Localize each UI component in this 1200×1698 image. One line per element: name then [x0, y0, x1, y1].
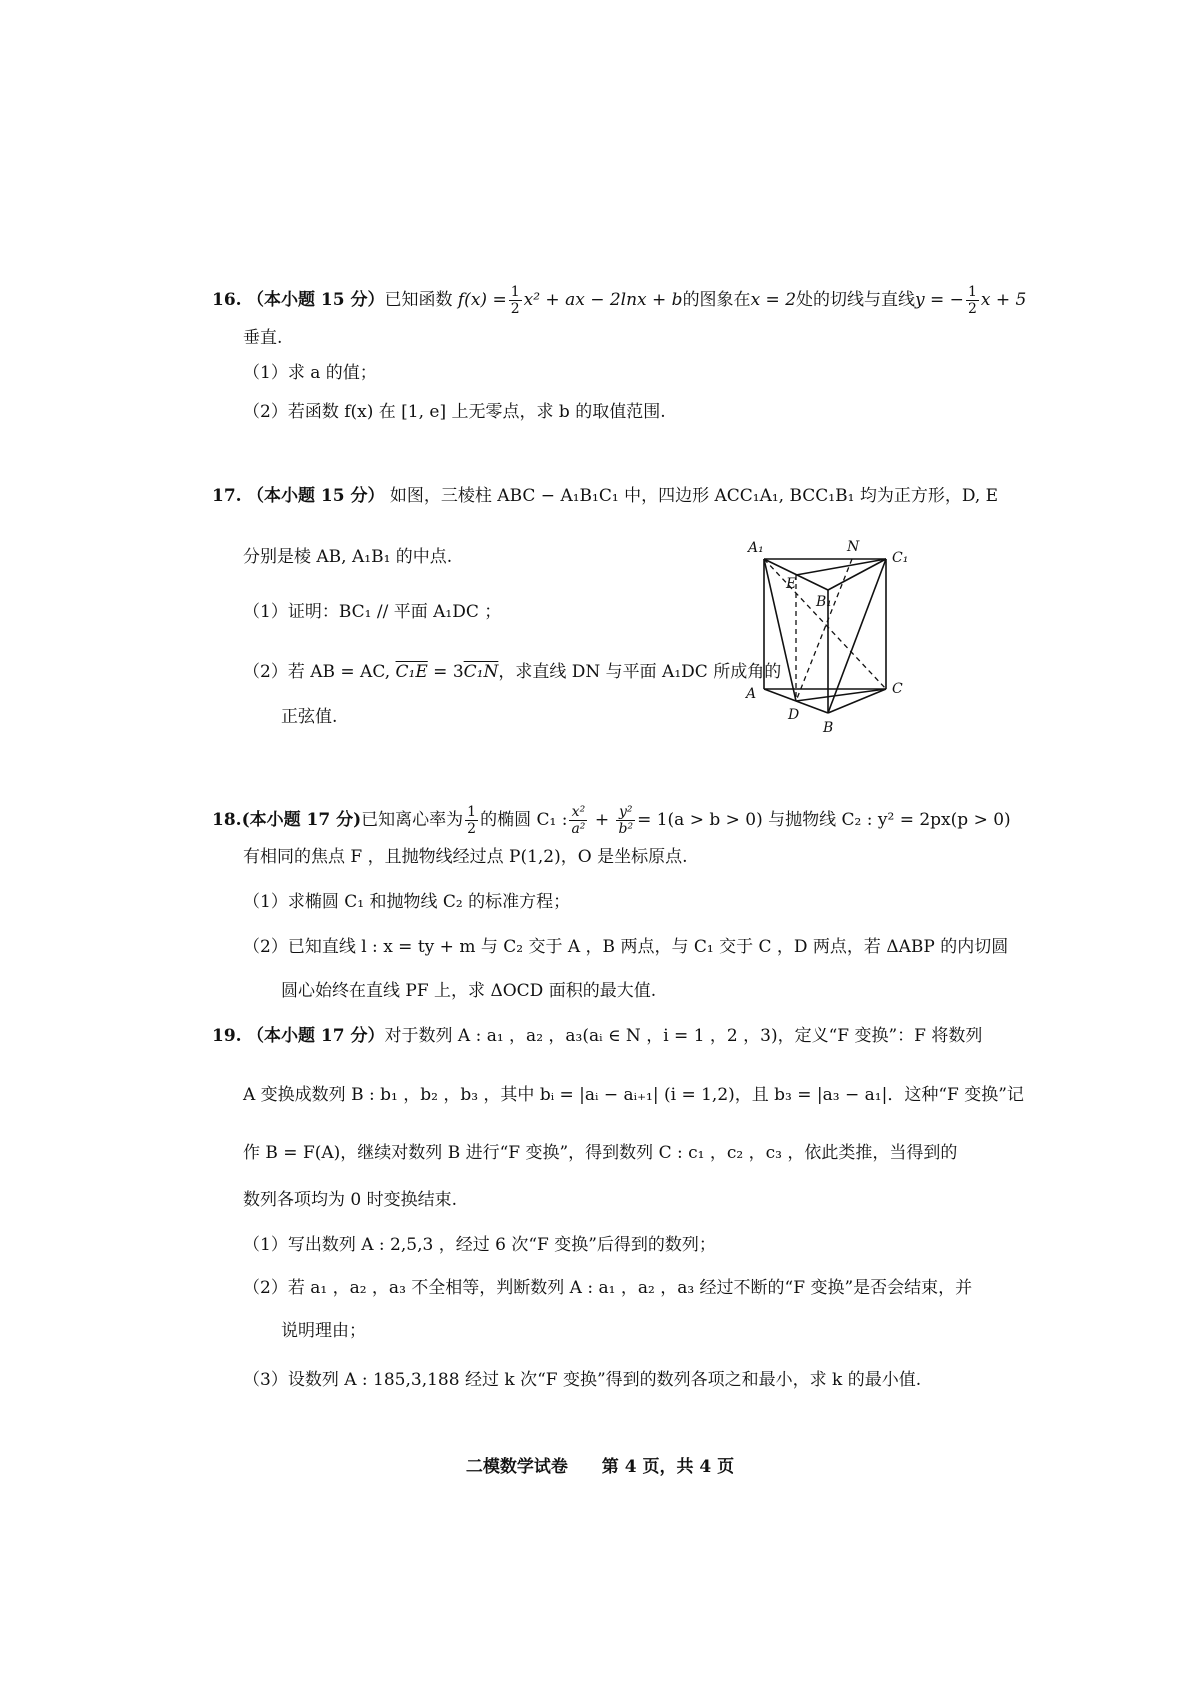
label-d: D	[788, 707, 800, 723]
q16-half2-den: 2	[967, 301, 977, 317]
prism-figure	[746, 538, 922, 738]
q18-x2: x²	[569, 804, 587, 821]
prism-diagram	[746, 538, 922, 738]
q18-part2-line2: 圆心始终在直线 PF 上，求 ΔOCD 面积的最大值.	[281, 981, 657, 1001]
q16-half2-num: 1	[967, 284, 977, 300]
footer-title: 二模数学试卷	[465, 1457, 568, 1477]
dashed-n-d	[796, 559, 852, 701]
q19-part2-line2: 说明理由；	[281, 1321, 366, 1341]
q16-half-fraction	[509, 284, 522, 317]
q16-stem-a: 已知函数	[384, 290, 453, 310]
label-c: C	[892, 681, 903, 697]
q18-stem-b: 的椭圆 C₁ :	[480, 810, 568, 830]
q18-y2: y²	[616, 804, 635, 821]
q16-stem-line1	[212, 284, 1026, 317]
q16-score: （本小题 15 分）	[246, 290, 385, 310]
q16-stem-line2: 垂直.	[243, 328, 283, 348]
q17-vector-c1n: C₁N	[463, 662, 499, 682]
q16-fx: f(x) =	[457, 290, 507, 310]
page-footer	[0, 1452, 1200, 1477]
q18-plus: +	[589, 810, 615, 830]
q17-stem-line2: 分别是棱 AB, A₁B₁ 的中点.	[243, 547, 453, 567]
q19-stem-line4: 数列各项均为 0 时变换结束.	[243, 1190, 458, 1210]
q18-part2-line1: （2）已知直线 l : x = ty + m 与 C₂ 交于 A ，B 两点，与 C₁ 交于 C ，D 两点，若 ΔABP 的内切圆	[243, 937, 1009, 957]
q16-stem-c: 处的切线与直线	[796, 290, 916, 310]
q18-ecc-fraction	[465, 804, 478, 837]
q16-line-y: y = −	[915, 290, 964, 310]
q16-number: 16.	[212, 290, 242, 310]
q18-score: (本小题 17 分)	[241, 810, 362, 830]
q18-stem-line1	[212, 804, 1011, 837]
q17-stem-line1	[212, 484, 998, 508]
q18-a2: a²	[571, 821, 586, 837]
q18-number: 18.	[212, 810, 242, 830]
q17-number: 17.	[212, 486, 242, 506]
q19-score: （本小题 17 分）	[246, 1026, 385, 1046]
label-a: A	[746, 686, 757, 702]
q16-half-fraction-2	[966, 284, 979, 317]
q16-x-eq-2: x = 2	[750, 290, 797, 310]
q19-stem-line2: A 变换成数列 B : b₁ ，b₂ ，b₃ ，其中 bᵢ = |aᵢ − aᵢ₊₁| (i = 1,2)，且 b₃ = |a₃ − a₁|．这种“F 变换”记	[243, 1085, 1024, 1105]
label-b: B	[823, 720, 834, 736]
label-n: N	[847, 539, 860, 555]
q18-stem-line2: 有相同的焦点 F ，且抛物线经过点 P(1,2)，O 是坐标原点.	[243, 847, 688, 867]
q18-stem-a: 已知离心率为	[361, 810, 464, 830]
q17-eq3: = 3	[427, 662, 464, 682]
q19-part3: （3）设数列 A : 185,3,188 经过 k 次“F 变换”得到的数列各项之和最小，求 k 的最小值.	[243, 1370, 922, 1390]
label-a1: A₁	[748, 540, 764, 556]
q18-b2: b²	[618, 821, 634, 837]
q18-ecc-num: 1	[467, 804, 477, 820]
q17-part1: （1）证明：BC₁ // 平面 A₁DC ；	[243, 602, 502, 622]
q17-part2-post: ，求直线 DN 与平面 A₁DC 所成角的	[498, 662, 782, 682]
q16-half-num: 1	[510, 284, 520, 300]
q18-y-fraction	[616, 804, 635, 837]
q18-x-fraction	[569, 804, 587, 837]
label-c1: C₁	[892, 550, 909, 566]
footer-page-number: 第 4 页，共 4 页	[601, 1457, 735, 1477]
q16-part2: （2）若函数 f(x) 在 [1, e] 上无零点，求 b 的取值范围.	[243, 402, 666, 422]
q19-part1: （1）写出数列 A : 2,5,3 ，经过 6 次“F 变换”后得到的数列；	[243, 1235, 716, 1255]
label-b1: B₁	[816, 594, 832, 610]
q16-expr: x² + ax − 2lnx + b	[523, 290, 683, 310]
q17-part2-line1	[243, 660, 781, 684]
q16-line-x: x + 5	[980, 290, 1027, 310]
q16-half-den: 2	[510, 301, 520, 317]
q19-stem-line1	[212, 1024, 982, 1048]
q18-ecc-den: 2	[467, 821, 477, 837]
q19-stem-line3: 作 B = F(A)，继续对数列 B 进行“F 变换”，得到数列 C : c₁ ，c₂ ，c₃ ，依此类推，当得到的	[243, 1143, 958, 1163]
q17-score: （本小题 15 分）	[246, 486, 385, 506]
q17-vector-c1e: C₁E	[395, 662, 428, 682]
dashed-a1-c	[764, 559, 886, 689]
label-e: E	[786, 576, 797, 592]
q16-stem-b: 的图象在	[682, 290, 751, 310]
q19-part2-line1: （2）若 a₁ ，a₂ ，a₃ 不全相等，判断数列 A : a₁ ，a₂ ，a₃ 经过不断的“F 变换”是否会结束，并	[243, 1278, 973, 1298]
q17-stem-a: 如图，三棱柱 ABC − A₁B₁C₁ 中，四边形 ACC₁A₁, BCC₁B₁ 均为正方形，D, E	[389, 486, 999, 506]
q18-part1: （1）求椭圆 C₁ 和抛物线 C₂ 的标准方程；	[243, 892, 571, 912]
q18-stem-c: = 1(a > b > 0) 与抛物线 C₂ : y² = 2px(p > 0)	[637, 810, 1011, 830]
q17-part2-line2: 正弦值.	[281, 707, 338, 727]
q19-stem-a: 对于数列 A : a₁ ，a₂ ，a₃(aᵢ ∈ N ，i = 1 ，2 ，3)，定义“F 变换”：F 将数列	[384, 1026, 983, 1046]
q16-part1: （1）求 a 的值；	[243, 363, 377, 383]
q17-part2-pre: （2）若 AB = AC,	[243, 662, 396, 682]
q19-number: 19.	[212, 1026, 242, 1046]
